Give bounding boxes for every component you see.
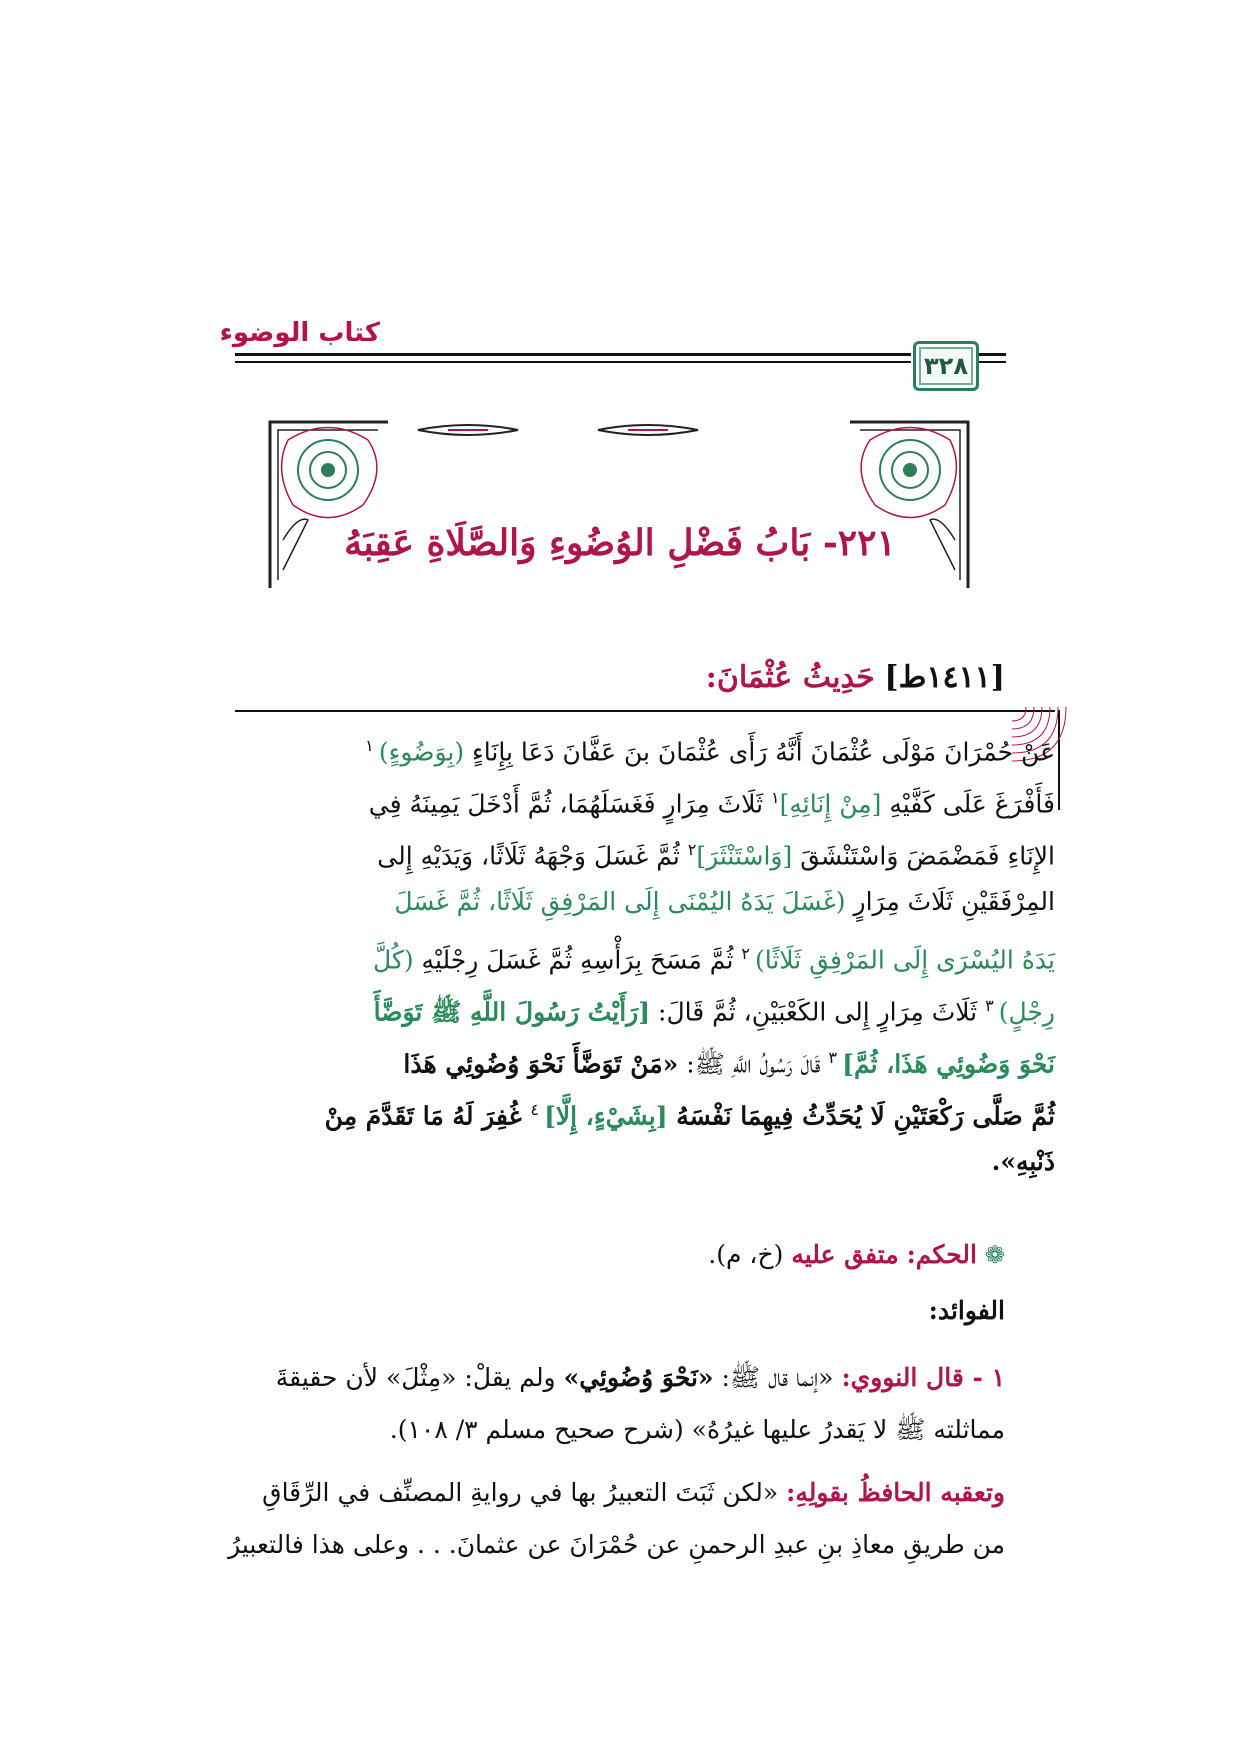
- footnote-marker: ٤: [530, 1100, 545, 1119]
- benefit-2-quote: «لكن ثَبَتَ التعبيرُ بها في روايةِ المصنِّف في الرِّقَاقِ: [262, 1478, 787, 1507]
- header-rule-right-bottom: [978, 361, 1006, 363]
- hadith-text-segment: عَنْ حُمْرَانَ مَوْلَى عُثْمَانَ أَنَّهُ رَأَى عُثْمَانَ بنَ عَفَّانَ دَعَا بِإِنَاءٍ: [464, 737, 1055, 767]
- hadith-text-segment: «مَنْ تَوَضَّأَ نَحْوَ وُضُوئِي هَذَا: [403, 1049, 679, 1079]
- benefit-1-quote-rest: ولم يقلْ: «مِثْلَ» لأن حقيقةَ: [275, 1363, 564, 1392]
- benefit-1-quote-start: «إنما قال ﷺ:: [713, 1363, 834, 1392]
- benefit-1-quote-phrase: «نَحْوَ وُضُوئِي»: [563, 1363, 714, 1392]
- hadith-text-segment: (غَسَلَ يَدَهُ اليُمْنَى إِلَى المَرْفِقِ ثَلَاثًا، ثُمَّ غَسَلَ: [394, 887, 846, 916]
- ruling-value: متفق عليه: [791, 1240, 899, 1269]
- hadith-tag: [١٤١١ط]: [884, 660, 1005, 695]
- hadith-line: [235, 876, 1055, 928]
- hadith-line: [235, 1084, 1055, 1142]
- hadith-text-segment: ذَنْبِهِ».: [991, 1147, 1055, 1176]
- hadith-text-segment: [مِنْ إِنَائِهِ]: [779, 789, 882, 819]
- flower-ornament-icon: ❁: [984, 1241, 1005, 1269]
- benefit-1-line-1: [276, 1362, 1005, 1399]
- footnote-marker: ١: [365, 736, 379, 755]
- hadith-text-segment: رِجْلٍ): [998, 997, 1055, 1027]
- benefit-2-source: وتعقبه الحافظُ بقولِهِ:: [786, 1478, 1005, 1507]
- ruling: [708, 1240, 1005, 1269]
- hadith-text-segment: ثَلَاثَ مِرَارٍ فَغَسَلَهُمَا، ثُمَّ أَدْخَلَ يَمِينَهُ فِي: [368, 789, 772, 819]
- hadith-text-segment: الإِنَاءِ فَمَضْمَضَ وَاسْتَنْشَقَ: [792, 841, 1055, 871]
- header-rule-right-top: [978, 353, 1006, 356]
- benefit-2-line-1: [262, 1478, 1005, 1507]
- hadith-box-top-line: [235, 710, 1055, 712]
- hadith-text-segment: يَدَهُ اليُسْرَى إِلَى المَرْفِقِ ثَلَاثًا): [755, 945, 1055, 975]
- hadith-line: [235, 1032, 1055, 1090]
- hadith-name: حَدِيثُ عُثْمَانَ:: [705, 660, 875, 695]
- header-rule-bottom: [235, 361, 911, 363]
- hadith-text-segment: قَالَ رَسُولُ اللَّهِ ﷺ:: [678, 1049, 829, 1079]
- hadith-line: [235, 772, 1055, 830]
- chapter-frame: [268, 420, 970, 590]
- hadith-text: [235, 720, 1055, 1190]
- hadith-text-segment: نَحْوَ وَضُوئِي هَذَا، ثُمَّ]: [842, 1049, 1055, 1079]
- benefits-heading: الفوائد:: [928, 1296, 1005, 1325]
- hadith-text-segment: فَأَفْرَغَ عَلَى كَفَّيْهِ: [881, 789, 1055, 819]
- footnote-marker: ٢: [741, 944, 756, 963]
- hadith-line: [235, 980, 1055, 1038]
- running-title: كتاب الوضوء: [219, 318, 380, 348]
- footnote-marker: ١: [771, 788, 780, 807]
- benefit-2-line-2: من طريقِ معاذِ بنِ عبدِ الرحمنِ عن حُمْرَانَ عن عثمانَ. . . وعلى هذا فالتعبيرُ: [228, 1530, 1005, 1559]
- hadith-line: [235, 824, 1055, 882]
- footnote-marker: ٣: [828, 1048, 843, 1067]
- benefit-1-source: ١ - قال النووي:: [841, 1363, 1005, 1392]
- benefit-1-line-2: مماثلته ﷺ لا يَقدرُ عليها غيرُهُ» (شرح صحيح مسلم ٣/ ١٠٨).: [389, 1415, 1005, 1444]
- hadith-text-segment: [وَاسْتَنْثَرَ]: [696, 841, 793, 871]
- hadith-line: [235, 928, 1055, 986]
- page-number: ٣٢٨: [924, 352, 968, 380]
- page-number-box: [913, 341, 979, 391]
- header-rule-top: [235, 353, 911, 356]
- hadith-text-segment: غُفِرَ لَهُ مَا تَقَدَّمَ مِنْ: [324, 1101, 531, 1131]
- frame-top-ornament-icon: [418, 425, 698, 435]
- ruling-rest: (خ، م).: [708, 1240, 784, 1269]
- hadith-text-segment: ثُمَّ غَسَلَ وَجْهَهُ ثَلَاثًا، وَيَدَيْهِ إِلى: [377, 841, 688, 871]
- hadith-text-segment: [رَأَيْتُ رَسُولَ اللَّهِ ﷺ تَوَضَّأَ: [373, 997, 651, 1027]
- hadith-line: [235, 720, 1055, 778]
- hadith-text-segment: ثُمَّ مَسَحَ بِرَأْسِهِ ثُمَّ غَسَلَ رِجْلَيْهِ: [413, 945, 742, 975]
- footnote-marker: ٣: [985, 996, 999, 1015]
- hadith-text-segment: [بِشَيْءٍ، إِلَّا]: [544, 1101, 668, 1131]
- hadith-text-segment: المِرْفَقَيْنِ ثَلَاثَ مِرَارٍ: [845, 887, 1055, 916]
- ruling-label: الحكم:: [906, 1240, 977, 1269]
- hadith-text-segment: (بِوَضُوءٍ): [378, 737, 465, 767]
- chapter-title: ٢٢١- بَابُ فَضْلِ الوُضُوءِ وَالصَّلَاةِ عَقِبَهُ: [344, 522, 896, 564]
- hadith-line: [235, 1136, 1055, 1188]
- hadith-text-segment: (كُلَّ: [373, 945, 414, 975]
- hadith-text-segment: ثَلَاثَ مِرَارٍ إِلى الكَعْبَيْنِ، ثُمَّ قَالَ:: [650, 997, 986, 1027]
- hadith-heading: [706, 660, 1005, 695]
- hadith-text-segment: ثُمَّ صَلَّى رَكْعَتَيْنِ لَا يُحَدِّثُ فِيهِمَا نَفْسَهُ: [667, 1101, 1055, 1131]
- footnote-marker: ٢: [687, 840, 697, 859]
